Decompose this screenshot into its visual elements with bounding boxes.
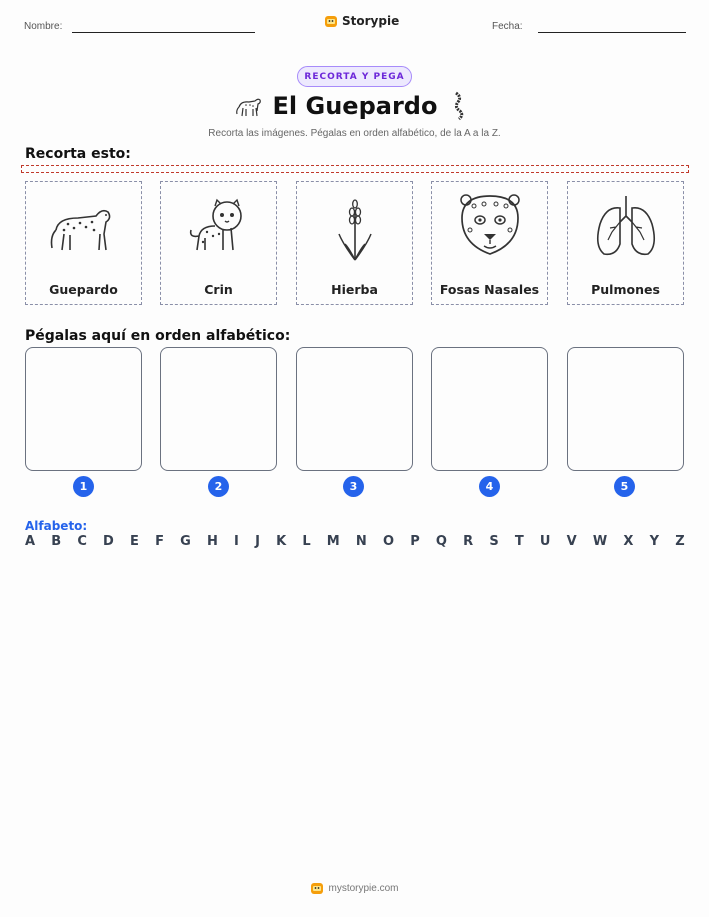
activity-tag: RECORTA Y PEGA: [297, 66, 412, 87]
alphabet-letter: A: [25, 534, 36, 549]
alphabet-letter: H: [206, 534, 218, 549]
number-badge: 3: [343, 476, 364, 497]
cut-card-hierba[interactable]: [296, 181, 413, 305]
alphabet-letter: R: [463, 534, 474, 549]
brand-name: Storypie: [342, 14, 400, 28]
paste-heading: Pégalas aquí en orden alfabético:: [25, 328, 291, 344]
alphabet-letter: P: [410, 534, 420, 549]
alphabet-letter: Q: [435, 534, 447, 549]
instructions: Recorta las imágenes. Pégalas en orden alfabético, de la A a la Z.: [208, 128, 501, 139]
grass-icon: [315, 188, 395, 266]
paste-box-5[interactable]: [567, 347, 684, 471]
alphabet-letter: I: [234, 534, 239, 549]
name-line[interactable]: [72, 32, 255, 33]
alphabet-letter: C: [77, 534, 87, 549]
paste-box-1[interactable]: [25, 347, 142, 471]
number-badge: 1: [73, 476, 94, 497]
alphabet-letter: Y: [649, 534, 660, 549]
cut-line: [21, 165, 689, 173]
alphabet-letter: Z: [675, 534, 685, 549]
number-badge: 5: [614, 476, 635, 497]
cheetah-cub-icon: [179, 188, 259, 266]
alphabet-letter: W: [592, 534, 608, 549]
number-badge: 2: [208, 476, 229, 497]
cut-card-guepardo[interactable]: [25, 181, 142, 305]
cut-card-fosas-nasales[interactable]: [431, 181, 548, 305]
paste-box-3[interactable]: [296, 347, 413, 471]
alphabet-letter: U: [539, 534, 551, 549]
storypie-icon: [324, 14, 338, 28]
cut-card-crin[interactable]: [160, 181, 277, 305]
alphabet-letter: K: [276, 534, 287, 549]
alphabet-letter: O: [382, 534, 395, 549]
number-badge: 4: [479, 476, 500, 497]
date-line[interactable]: [538, 32, 686, 33]
alphabet-letter: V: [566, 534, 577, 549]
alphabet-letter: B: [51, 534, 62, 549]
alphabet-letter: L: [302, 534, 311, 549]
alphabet-heading: Alfabeto:: [25, 519, 88, 533]
alphabet-letter: G: [180, 534, 191, 549]
brand-logo: [324, 14, 399, 28]
alphabet-letter: T: [514, 534, 524, 549]
footer-site: mystorypie.com: [328, 882, 399, 894]
alphabet-letter: M: [326, 534, 340, 549]
paste-box-4[interactable]: [431, 347, 548, 471]
worksheet-title: El Guepardo: [272, 92, 438, 120]
cheetah-face-icon: [450, 188, 530, 266]
alphabet-row: [25, 534, 685, 549]
card-label: Crin: [204, 282, 233, 297]
alphabet-letter: S: [489, 534, 499, 549]
worm-icon: [450, 91, 468, 121]
footer: [0, 881, 709, 895]
cut-heading: Recorta esto:: [25, 146, 131, 162]
cheetah-icon: [44, 188, 124, 266]
alphabet-letter: J: [255, 534, 260, 549]
name-label: Nombre:: [24, 21, 63, 32]
date-label: Fecha:: [492, 21, 523, 32]
cut-card-pulmones[interactable]: [567, 181, 684, 305]
alphabet-letter: N: [355, 534, 367, 549]
paste-box-2[interactable]: [160, 347, 277, 471]
card-label: Hierba: [331, 282, 378, 297]
alphabet-letter: X: [623, 534, 634, 549]
alphabet-letter: F: [155, 534, 164, 549]
alphabet-letter: D: [103, 534, 114, 549]
storypie-icon: [310, 881, 324, 895]
card-label: Pulmones: [591, 282, 660, 297]
alphabet-letter: E: [130, 534, 139, 549]
lungs-icon: [586, 188, 666, 266]
card-label: Guepardo: [49, 282, 118, 297]
card-label: Fosas Nasales: [439, 282, 540, 297]
